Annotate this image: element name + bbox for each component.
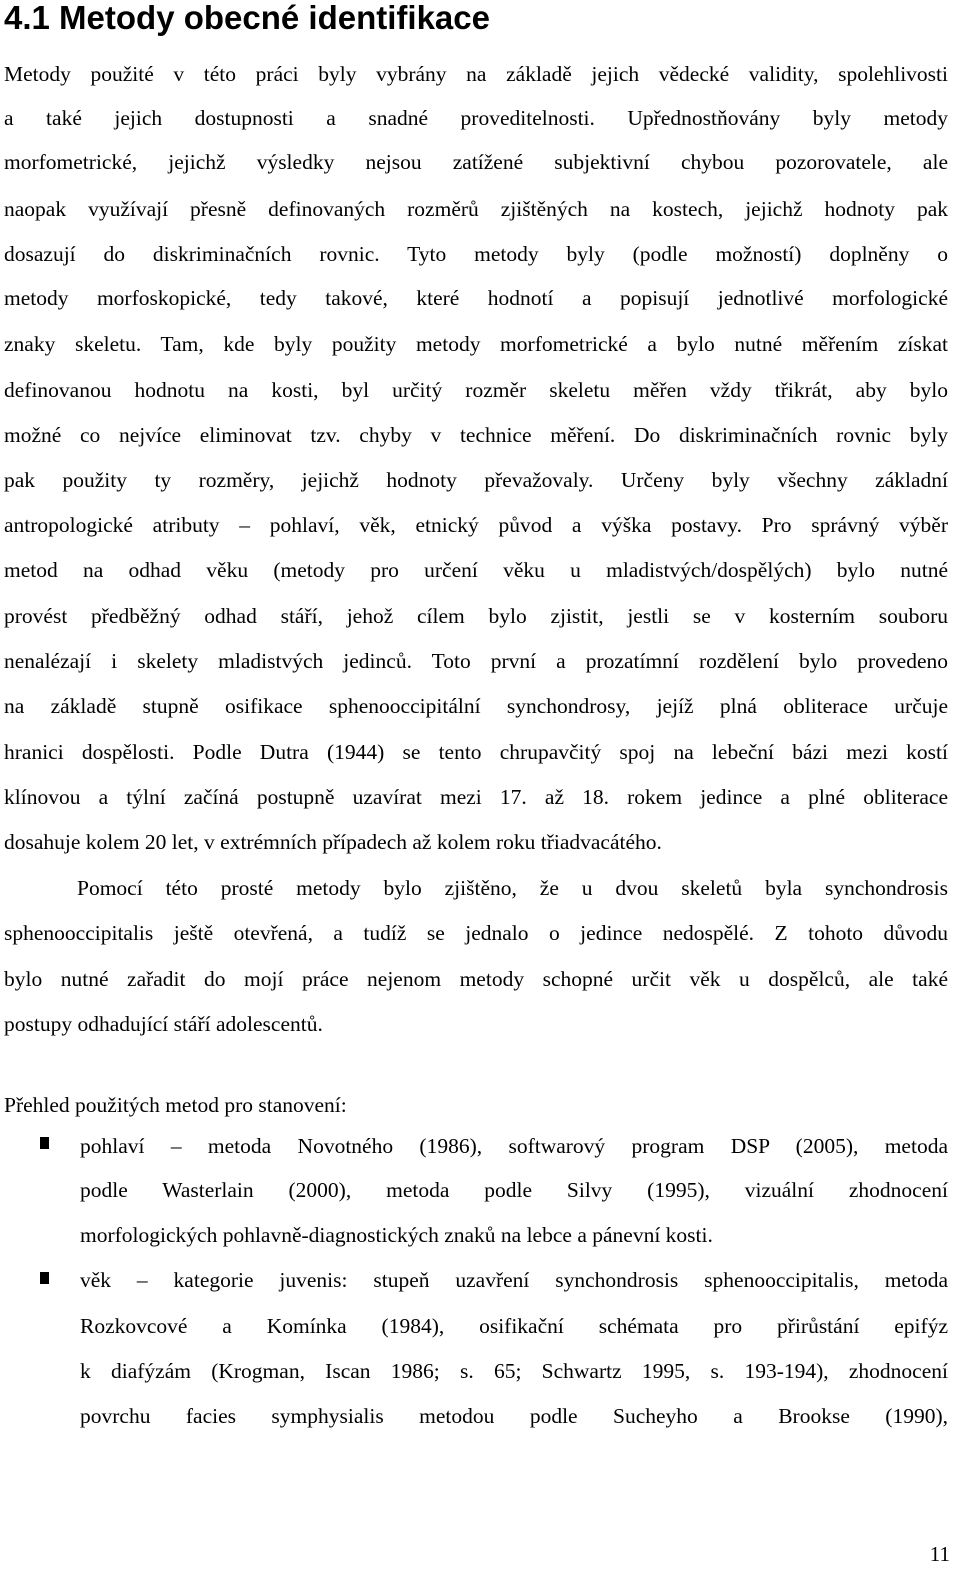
text-line: a také jejich dostupnosti a snadné proveditelnosti. Upřednostňovány byly metody (4, 106, 948, 130)
text-line: na základě stupně osifikace sphenooccipitální synchondrosy, jejíž plná obliterace určuje (4, 694, 948, 718)
text-line: antropologické atributy – pohlaví, věk, etnický původ a výška postavy. Pro správný výběr (4, 513, 948, 537)
text-line: pak použity ty rozměry, jejichž hodnoty převažovaly. Určeny byly všechny základní (4, 468, 948, 492)
text-line: definovanou hodnotu na kosti, byl určitý rozměr skeletu měřen vždy třikrát, aby bylo (4, 378, 948, 402)
text-line: sphenooccipitalis ještě otevřená, a tudíž se jednalo o jedince nedospělé. Z tohoto důvodu (4, 921, 948, 945)
text-line: bylo nutné zařadit do mojí práce nejenom metody schopné určit věk u dospělců, ale také (4, 967, 948, 991)
text-line: metod na odhad věku (metody pro určení věku u mladistvých/dospělých) bylo nutné (4, 558, 948, 582)
text-line: povrchu facies symphysialis metodou podle Sucheyho a Brookse (1990), (80, 1404, 948, 1428)
text-line: morfologických pohlavně-diagnostických znaků na lebce a pánevní kosti. (80, 1223, 713, 1247)
text-line: klínovou a týlní začíná postupně uzavírat mezi 17. až 18. rokem jedince a plné obliterace (4, 785, 948, 809)
text-line: dosazují do diskriminačních rovnic. Tyto metody byly (podle možností) doplněny o (4, 242, 948, 266)
text-line: Rozkovcové a Komínka (1984), osifikační schémata pro přirůstání epifýz (80, 1314, 948, 1338)
text-line: morfometrické, jejichž výsledky nejsou zatížené subjektivní chybou pozorovatele, ale (4, 150, 948, 174)
text-line: podle Wasterlain (2000), metoda podle Silvy (1995), vizuální zhodnocení (80, 1178, 948, 1202)
text-line: znaky skeletu. Tam, kde byly použity metody morfometrické a bylo nutné měřením získat (4, 332, 948, 356)
text-line: provést předběžný odhad stáří, jehož cílem bylo zjistit, jestli se v kosterním souboru (4, 604, 948, 628)
text-line: nenalézají i skelety mladistvých jedinců. Toto první a prozatímní rozdělení bylo provedeno (4, 649, 948, 673)
text-line: věk – kategorie juvenis: stupeň uzavření synchondrosis sphenooccipitalis, metoda (80, 1268, 948, 1292)
square-bullet-icon (40, 1137, 49, 1149)
square-bullet-icon (40, 1272, 49, 1284)
text-line: Metody použité v této práci byly vybrány na základě jejich vědecké validity, spolehlivosti (4, 62, 948, 86)
text-line: Pomocí této prosté metody bylo zjištěno, že u dvou skeletů byla synchondrosis (77, 876, 948, 900)
text-line: hranici dospělosti. Podle Dutra (1944) se tento chrupavčitý spoj na lebeční bázi mezi kostí (4, 740, 948, 764)
text-line: naopak využívají přesně definovaných rozměrů zjištěných na kostech, jejichž hodnoty pak (4, 197, 948, 221)
section-heading: 4.1 Metody obecné identifikace (4, 0, 490, 36)
text-line: možné co nejvíce eliminovat tzv. chyby v technice měření. Do diskriminačních rovnic byly (4, 423, 948, 447)
text-line: metody morfoskopické, tedy takové, které hodnotí a popisují jednotlivé morfologické (4, 286, 948, 310)
overview-label: Přehled použitých metod pro stanovení: (4, 1093, 347, 1117)
text-line: pohlaví – metoda Novotného (1986), softwarový program DSP (2005), metoda (80, 1134, 948, 1158)
page-number: 11 (929, 1542, 950, 1566)
text-line: k diafýzám (Krogman, Iscan 1986; s. 65; Schwartz 1995, s. 193-194), zhodnocení (80, 1359, 948, 1383)
text-line: postupy odhadující stáří adolescentů. (4, 1012, 323, 1036)
text-line: dosahuje kolem 20 let, v extrémních případech až kolem roku třiadvacátého. (4, 830, 662, 854)
